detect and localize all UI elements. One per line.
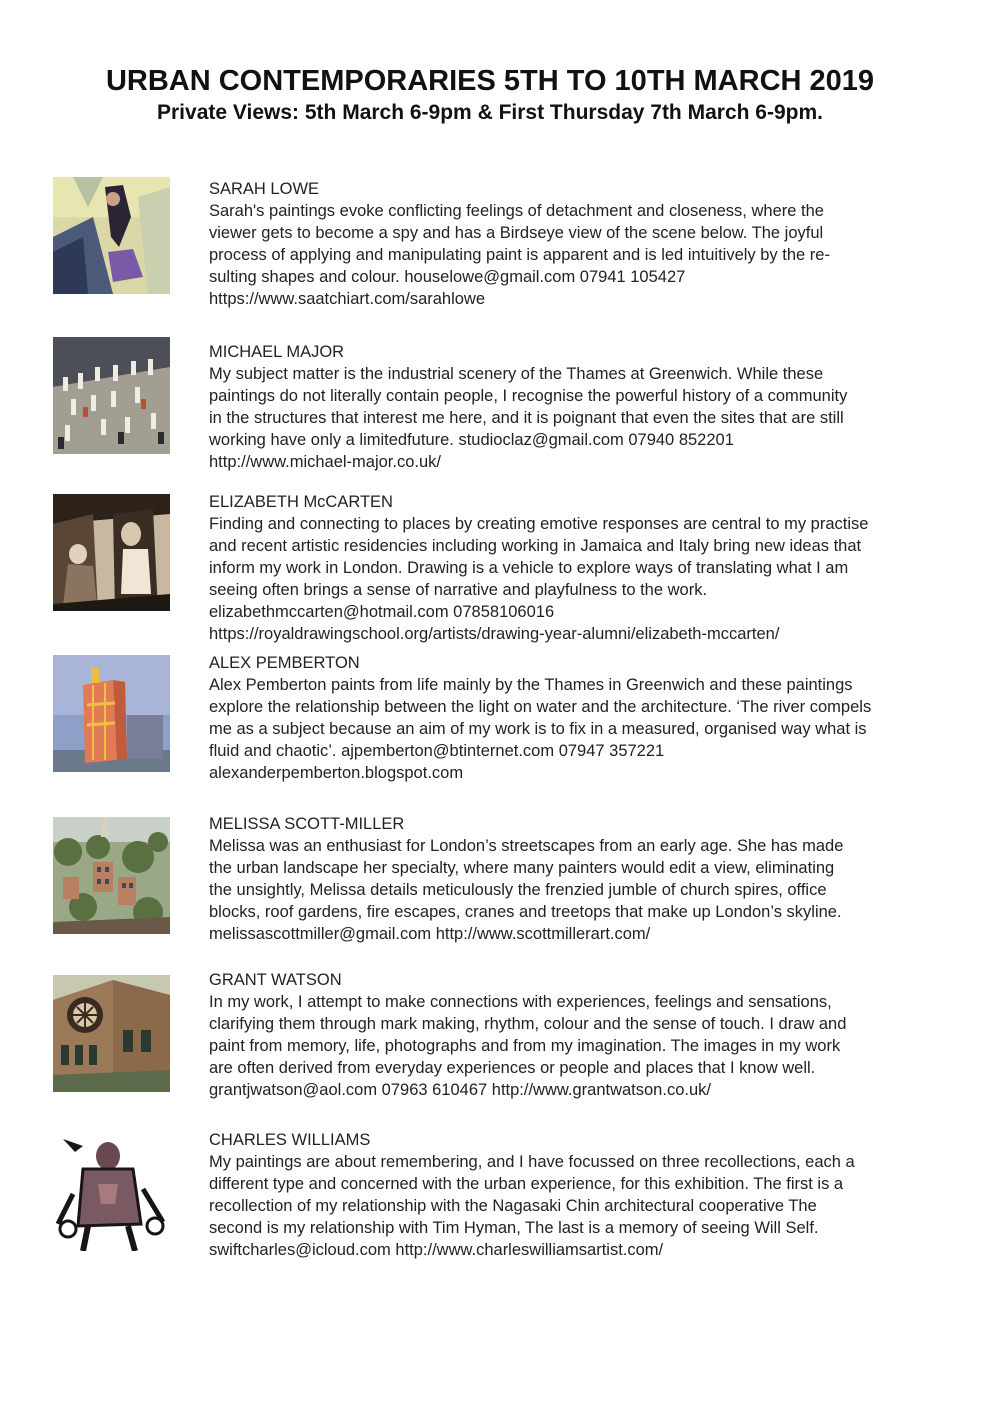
contact-line: swiftcharles@icloud.com http://www.charleswilliamsartist.com/ [209, 1241, 664, 1259]
bio-line: different type and concerned with the urban experience, for this exhibition. The first is a [209, 1175, 844, 1193]
bio-line: in the structures that interest me here, and it is poignant that even the sites that are still [209, 409, 844, 427]
bio-line: second is my relationship with Tim Hyman, The last is a memory of seeing Will Self. [209, 1219, 819, 1237]
bio-line: seeing often brings a sense of narrative and playfulness to the work. [209, 581, 708, 599]
artwork-thumbnail-sarah-lowe [53, 177, 170, 294]
website-line: https://www.saatchiart.com/sarahlowe [209, 290, 486, 308]
artwork-thumbnail-charles-williams [53, 1134, 170, 1251]
bio-line: paintings do not literally contain people, I recognise the powerful history of a community [209, 387, 848, 405]
artwork-thumbnail-michael-major [53, 337, 170, 454]
artist-name: SARAH LOWE [209, 180, 320, 198]
bio-line: Melissa was an enthusiast for London’s streetscapes from an early age. She has made [209, 837, 844, 855]
painting-image [53, 1134, 170, 1251]
bio-line: and recent artistic residencies including working in Jamaica and Italy bring new ideas that [209, 537, 862, 555]
website-line: alexanderpemberton.blogspot.com [209, 764, 464, 782]
bio-line: working have only a limitedfuture. studioclaz@gmail.com 07940 852201 [209, 431, 734, 449]
bio-line: process of applying and manipulating paint is apparent and is led intuitively by the re- [209, 246, 830, 264]
artwork-thumbnail-alex-pemberton [53, 655, 170, 772]
contact-line: elizabethmccarten@hotmail.com 07858106016 [209, 603, 555, 621]
bio-line: clarifying them through mark making, rhythm, colour and the sense of touch. I draw and [209, 1015, 847, 1033]
bio-line: inform my work in London. Drawing is a vehicle to explore ways of translating what I am [209, 559, 849, 577]
website-line: http://www.michael-major.co.uk/ [209, 453, 441, 471]
artist-name: MELISSA SCOTT-MILLER [209, 815, 405, 833]
bio-line: My paintings are about remembering, and I have focussed on three recollections, each a [209, 1153, 855, 1171]
website-line: https://royaldrawingschool.org/artists/drawing-year-alumni/elizabeth-mccarten/ [209, 625, 780, 643]
exhibition-title: URBAN CONTEMPORARIES 5TH TO 10TH MARCH 2019 [105, 65, 875, 97]
bio-line: In my work, I attempt to make connections with experiences, feelings and sensations, [209, 993, 832, 1011]
bio-line: Sarah's paintings evoke conflicting feelings of detachment and closeness, where the [209, 202, 824, 220]
painting-image [53, 337, 170, 454]
drawing-image [53, 494, 170, 611]
bio-line: me as a subject because an aim of my work is to fix in a measured, organised way what is [209, 720, 867, 738]
bio-line: the unsightly, Melissa details meticulously the frenzied jumble of church spires, office [209, 881, 827, 899]
bio-line: recollection of my relationship with the Nagasaki Chin architectural cooperative The [209, 1197, 817, 1215]
bio-line: sulting shapes and colour. houselowe@gmail.com 07941 105427 [209, 268, 686, 286]
artwork-thumbnail-elizabeth-mccarten [53, 494, 170, 611]
artist-name: ELIZABETH McCARTEN [209, 493, 393, 511]
artwork-thumbnail-melissa-scott-miller [53, 817, 170, 934]
bio-line: Alex Pemberton paints from life mainly by the Thames in Greenwich and these paintings [209, 676, 853, 694]
bio-line: viewer gets to become a spy and has a Birdseye view of the scene below. The joyful [209, 224, 824, 242]
artist-name: CHARLES WILLIAMS [209, 1131, 371, 1149]
private-views-subtitle: Private Views: 5th March 6-9pm & First Thursday 7th March 6-9pm. [157, 101, 823, 124]
bio-line: are often derived from everyday experiences or people and places that I know well. [209, 1059, 816, 1077]
painting-image [53, 975, 170, 1092]
painting-image [53, 655, 170, 772]
artist-name: MICHAEL MAJOR [209, 343, 345, 361]
artist-name: GRANT WATSON [209, 971, 342, 989]
bio-line: Finding and connecting to places by creating emotive responses are central to my practise [209, 515, 869, 533]
artwork-thumbnail-grant-watson [53, 975, 170, 1092]
painting-image [53, 817, 170, 934]
painting-image [53, 177, 170, 294]
contact-line: melissascottmiller@gmail.com http://www.scottmillerart.com/ [209, 925, 651, 943]
bio-line: fluid and chaotic’. ajpemberton@btinternet.com 07947 357221 [209, 742, 665, 760]
bio-line: the urban landscape her specialty, where many painters would edit a view, eliminating [209, 859, 835, 877]
contact-line: grantjwatson@aol.com 07963 610467 http://www.grantwatson.co.uk/ [209, 1081, 711, 1099]
bio-line: explore the relationship between the light on water and the architecture. ‘The river compels [209, 698, 872, 716]
artist-name: ALEX PEMBERTON [209, 654, 360, 672]
bio-line: blocks, roof gardens, fire escapes, cranes and treetops that make up London’s skyline. [209, 903, 842, 921]
bio-line: My subject matter is the industrial scenery of the Thames at Greenwich. While these [209, 365, 824, 383]
bio-line: paint from memory, life, photographs and from my imagination. The images in my work [209, 1037, 841, 1055]
